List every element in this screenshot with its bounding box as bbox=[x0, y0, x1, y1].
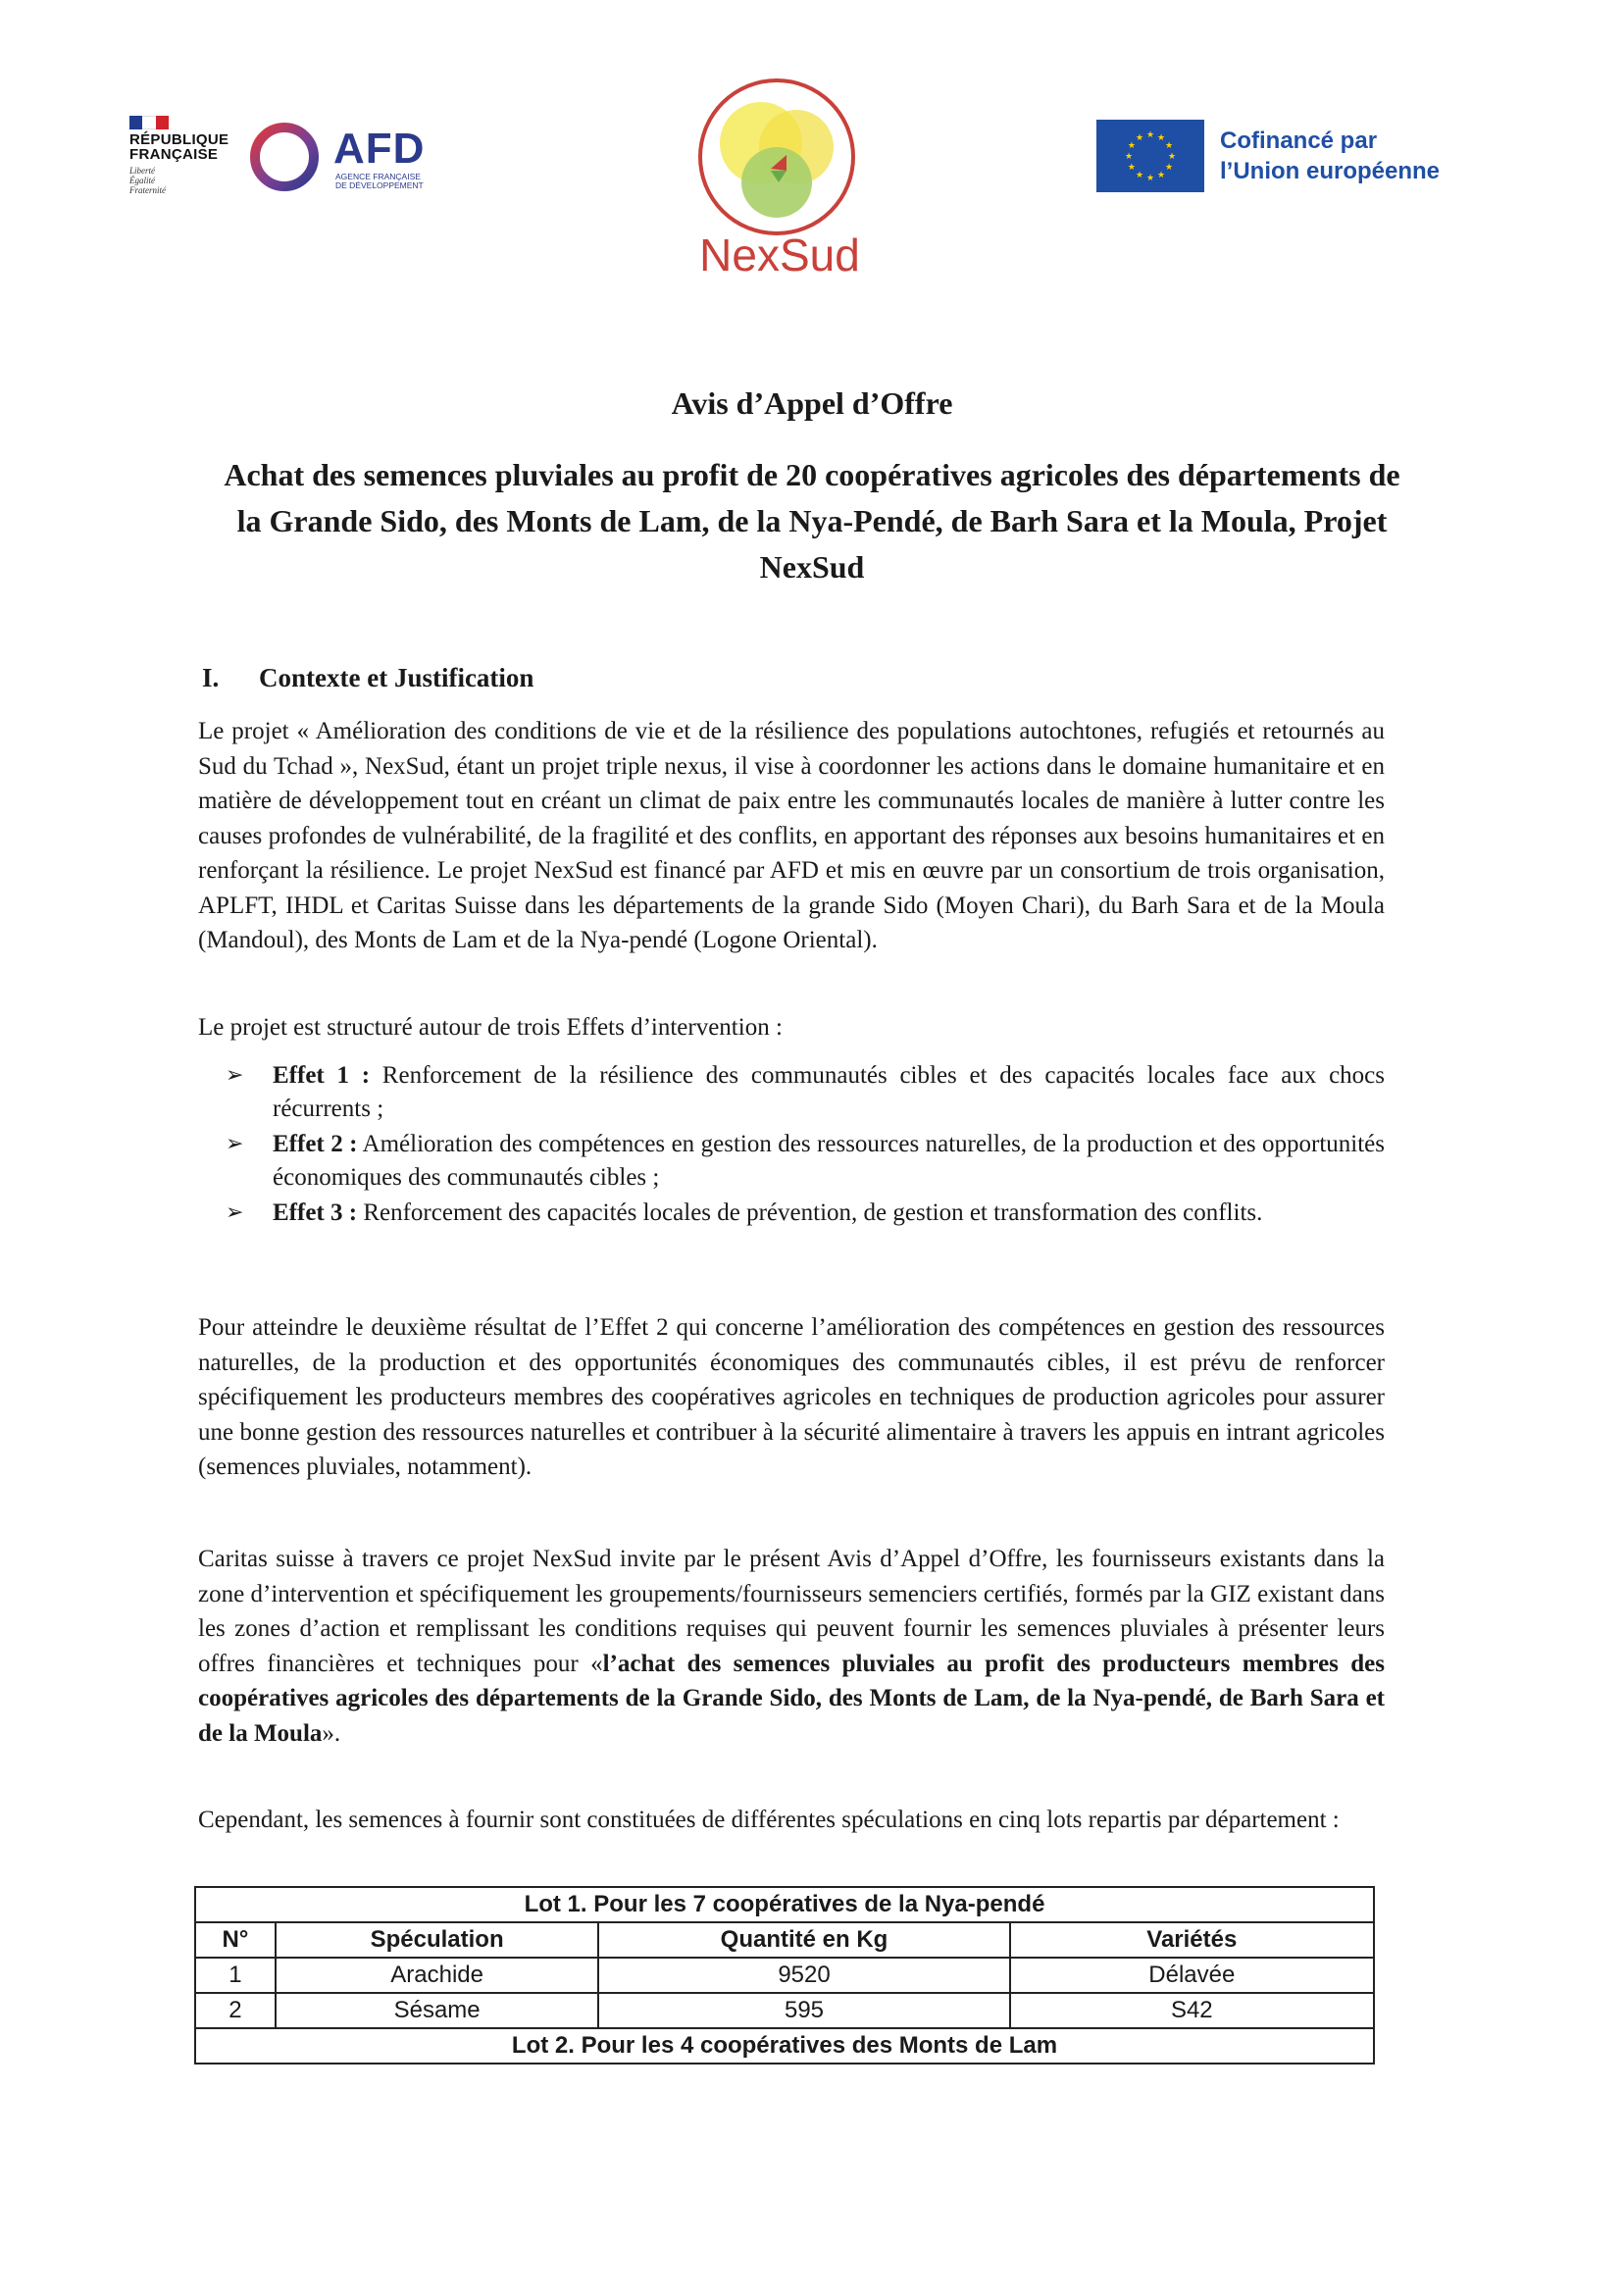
afd-sub-1: AGENCE FRANÇAISE bbox=[335, 172, 421, 181]
eu-star-icon: ★ bbox=[1135, 170, 1144, 180]
table-cell: Sésame bbox=[276, 1993, 599, 2028]
lots-table bbox=[194, 1886, 1375, 2065]
eu-star-icon: ★ bbox=[1127, 140, 1136, 150]
invitation-bold: l’achat des semences pluviales au profit des producteurs membres des coopératives agricoles des départements de la Grande Sido, des Monts de Lam, de la Nya-pendé, de Barh Sara et de la Moula bbox=[198, 1650, 1385, 1747]
table-cell: Délavée bbox=[1010, 1958, 1374, 1993]
table-cell: Arachide bbox=[276, 1958, 599, 1993]
eu-line-1: Cofinancé par bbox=[1220, 127, 1378, 154]
section-title: Contexte et Justification bbox=[259, 663, 534, 692]
section-number: I. bbox=[202, 663, 220, 692]
eu-flag-icon bbox=[1096, 120, 1204, 192]
eu-star-icon: ★ bbox=[1156, 131, 1166, 142]
paragraph-effets-intro: Le projet est structuré autour de trois Effets d’intervention : bbox=[198, 1014, 783, 1041]
header-varietes: Variétés bbox=[1010, 1922, 1374, 1958]
eu-star-icon: ★ bbox=[1167, 151, 1177, 161]
arrow-bullet-icon: ➢ bbox=[226, 1132, 244, 1156]
rf-motto-3: Fraternité bbox=[129, 185, 166, 195]
eu-line-2: l’Union européenne bbox=[1220, 158, 1441, 184]
document-subtitle: Achat des semences pluviales au profit de 20 coopératives agricoles des départements de la Grande Sido, des Monts de Lam, de la Nya-Pendé, de Barh Sara et la Moula, Projet NexSud bbox=[224, 457, 1400, 585]
eu-star-icon: ★ bbox=[1156, 170, 1166, 180]
table-cell: S42 bbox=[1010, 1993, 1374, 2028]
eu-star-icon: ★ bbox=[1135, 131, 1144, 142]
afd-ring-icon bbox=[247, 120, 322, 194]
table-cell: 2 bbox=[195, 1993, 276, 2028]
table-row bbox=[195, 1958, 1374, 1993]
effet-text: Renforcement des capacités locales de prévention, de gestion et transformation des conflits. bbox=[357, 1199, 1263, 1226]
effet-text: Renforcement de la résilience des communautés cibles et des capacités locales face aux chocs récurrents ; bbox=[273, 1062, 1385, 1122]
rf-motto-1: Liberté bbox=[129, 166, 155, 176]
table-row bbox=[195, 2028, 1374, 2064]
list-item bbox=[198, 1059, 1385, 1126]
table-cell: 9520 bbox=[598, 1958, 1009, 1993]
document-title: Avis d’Appel d’Offre bbox=[671, 385, 953, 421]
afd-sub-2: DE DÉVELOPPEMENT bbox=[335, 180, 424, 190]
header-speculation: Spéculation bbox=[276, 1922, 599, 1958]
table-header-row bbox=[195, 1922, 1374, 1958]
arrow-bullet-icon: ➢ bbox=[226, 1063, 244, 1088]
header-quantite: Quantité en Kg bbox=[598, 1922, 1009, 1958]
effet-label: Effet 2 : bbox=[273, 1131, 358, 1157]
eu-star-icon: ★ bbox=[1145, 129, 1155, 139]
rf-title-line2: FRANÇAISE bbox=[129, 146, 219, 163]
header-num: N° bbox=[195, 1922, 276, 1958]
list-item bbox=[198, 1197, 1385, 1230]
republique-francaise-logo bbox=[129, 116, 237, 195]
effet-label: Effet 3 : bbox=[273, 1199, 358, 1226]
effet-text: Amélioration des compétences en gestion des ressources naturelles, de la production et des opportunités économiques des communautés cibles ; bbox=[273, 1131, 1385, 1191]
paragraph-effet2: Pour atteindre le deuxième résultat de l’Effet 2 qui concerne l’amélioration des compétences en gestion des ressources naturelles, de la production et des opportunités économiques des communautés cibles, il est prévu de renforcer spécifiquement les producteurs membres des coopératives agricoles en techniques de production agricoles pour assurer une bonne gestion des ressources naturelles et contribuer à la sécurité alimentaire à travers les appuis en intrant agricoles (semences pluviales, notamment). bbox=[198, 1314, 1385, 1480]
rf-title-line1: RÉPUBLIQUE bbox=[129, 131, 229, 148]
lot2-title: Lot 2. Pour les 4 coopératives des Monts de Lam bbox=[195, 2028, 1374, 2064]
nexsud-logo-icon bbox=[692, 73, 861, 241]
effets-list bbox=[198, 1059, 1385, 1232]
effet-label: Effet 1 : bbox=[273, 1062, 371, 1089]
section-heading bbox=[202, 663, 533, 693]
table-cell: 1 bbox=[195, 1958, 276, 1993]
paragraph-context: Le projet « Amélioration des conditions de vie et de la résilience des populations autochtones, refugiés et retournés au Sud du Tchad », NexSud, étant un projet triple nexus, il vise à coordonner les actions dans le domaine humanitaire et en matière de développement tout en créant un climat de paix entre les communautés locales de manière à lutter contre les causes profondes de vulnérabilité, de la fragilité et des conflits, en apportant des réponses aux besoins humanitaires et en renforçant la résilience. Le projet NexSud est financé par AFD et mis en œuvre par un consortium de trois organisation, APLFT, IHDL et Caritas Suisse dans les départements de la grande Sido (Moyen Chari), du Barh Sara et de la Moula (Mandoul), des Monts de Lam et de la Nya-pendé (Logone Oriental). bbox=[198, 718, 1385, 953]
paragraph-lots-intro: Cependant, les semences à fournir sont constituées de différentes spéculations en cinq lots repartis par département : bbox=[198, 1807, 1340, 1833]
lot1-title: Lot 1. Pour les 7 coopératives de la Nya-pendé bbox=[195, 1887, 1374, 1922]
afd-subtitle bbox=[335, 173, 453, 190]
eu-star-icon: ★ bbox=[1165, 140, 1174, 150]
list-item bbox=[198, 1128, 1385, 1195]
eu-star-icon: ★ bbox=[1145, 173, 1155, 182]
nexsud-name: NexSud bbox=[699, 229, 860, 280]
paragraph-invitation bbox=[198, 1542, 1385, 1751]
rf-motto-2: Égalité bbox=[129, 176, 155, 185]
eu-star-icon: ★ bbox=[1127, 162, 1136, 172]
invitation-text: Caritas suisse à travers ce projet NexSud invite par le présent Avis d’Appel d’Offre, les fournisseurs existants dans la zone d’intervention et spécifiquement les groupements/fournisseurs semenciers certifiés, formés par la GIZ existant dans les zones d’action et remplissant les conditions requises qui peuvent fournir les semences pluviales à présenter leurs offres financières et techniques pour « bbox=[198, 1546, 1385, 1677]
eu-star-icon: ★ bbox=[1124, 151, 1134, 161]
arrow-bullet-icon: ➢ bbox=[226, 1200, 244, 1225]
afd-name: AFD bbox=[333, 125, 426, 173]
table-row bbox=[195, 1887, 1374, 1922]
eu-star-icon: ★ bbox=[1165, 162, 1174, 172]
table-row bbox=[195, 1993, 1374, 2028]
rf-motto bbox=[129, 166, 237, 195]
eu-cofinance-text bbox=[1220, 126, 1440, 186]
table-cell: 595 bbox=[598, 1993, 1009, 2028]
invitation-end: ». bbox=[322, 1719, 341, 1747]
french-flag-icon bbox=[129, 116, 169, 129]
